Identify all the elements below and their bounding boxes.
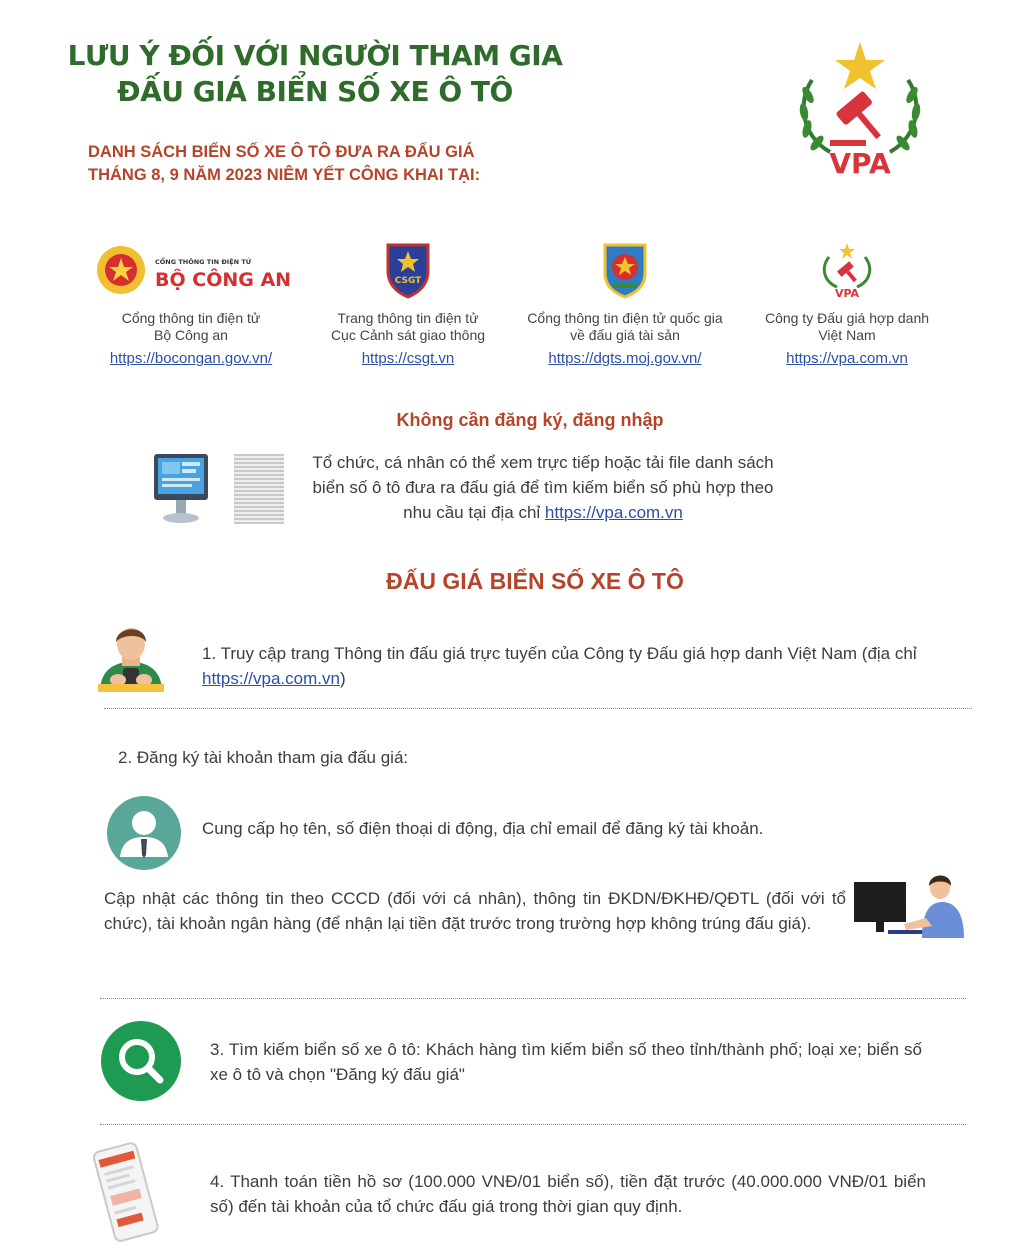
source-link-vpa[interactable]: https://vpa.com.vn — [786, 350, 908, 367]
source-caption: Bộ Công an — [154, 327, 228, 343]
source-caption: Công ty Đấu giá hợp danh — [764, 310, 930, 326]
person-computer-icon — [852, 872, 968, 947]
no-register-text — [298, 450, 788, 525]
source-link-bocongan[interactable]: https://bocongan.gov.vn/ — [109, 350, 273, 367]
person-phone-icon — [96, 620, 166, 697]
source-caption: Cổng thông tin điện tử — [121, 310, 261, 326]
section-title: ĐẤU GIÁ BIỂN SỐ XE Ô TÔ — [386, 568, 684, 594]
step-1-link[interactable]: https://vpa.com.vn — [202, 669, 340, 688]
title-line-1: LƯU Ý ĐỐI VỚI NGƯỜI THAM GIA — [67, 39, 563, 72]
step-1 — [202, 641, 942, 691]
bocongan-logo — [76, 240, 306, 300]
divider — [100, 1124, 966, 1125]
step-2-title: 2. Đăng ký tài khoản tham gia đấu giá: — [118, 748, 409, 767]
step-4: 4. Thanh toán tiền hồ sơ (100.000 VNĐ/01 biển số), tiền đặt trước (40.000.000 VNĐ/01 biển số) đến tài khoản của tổ chức đấu giá trong thời gian quy định. — [210, 1172, 926, 1216]
step-3: 3. Tìm kiếm biển số xe ô tô: Khách hàng tìm kiếm biển số theo tỉnh/thành phố; loại xe; biển số xe ô tô và chọn "Đăng ký đấu giá" — [210, 1040, 922, 1084]
source-link-csgt[interactable]: https://csgt.vn — [361, 350, 455, 367]
source-vpa — [732, 240, 962, 367]
step-2-provide: Cung cấp họ tên, số điện thoại di động, địa chỉ email để đăng ký tài khoản. — [202, 819, 764, 838]
document-list-icon — [234, 454, 284, 524]
step-1-close: ) — [339, 669, 346, 688]
dgts-logo — [510, 240, 740, 300]
vpa-small-logo — [732, 240, 962, 300]
title-line-2: ĐẤU GIÁ BIỂN SỐ XE Ô TÔ — [117, 75, 513, 108]
no-register-link[interactable]: https://vpa.com.vn — [544, 503, 683, 522]
divider — [104, 708, 972, 709]
source-caption: Trang thông tin điện tử — [337, 310, 479, 326]
subtitle — [88, 141, 608, 187]
computer-icon — [150, 452, 212, 531]
search-icon — [100, 1020, 182, 1107]
step-1-text: 1. Truy cập trang Thông tin đấu giá trực tuyến của Công ty Đấu giá hợp danh Việt Nam (địa chỉ — [202, 644, 917, 663]
bocongan-logo-small: CỔNG THÔNG TIN ĐIỆN TỬ — [155, 258, 252, 266]
source-dgts — [510, 240, 740, 367]
vpa-small-logo-text: VPA — [834, 287, 860, 299]
bocongan-logo-big: BỘ CÔNG AN — [155, 269, 291, 291]
no-register-body: Tổ chức, cá nhân có thể xem trực tiếp hoặc tải file danh sách biển số ô tô đưa ra đấu giá để tìm kiếm biển số phù hợp theo nhu cầu tại địa chỉ — [312, 453, 774, 522]
source-caption: Việt Nam — [818, 327, 876, 343]
subtitle-line-2: THÁNG 8, 9 NĂM 2023 NIÊM YẾT CÔNG KHAI TẠI: — [88, 166, 481, 184]
csgt-logo-text: CSGT — [394, 276, 422, 286]
source-caption: về đấu giá tài sản — [570, 327, 680, 343]
vpa-logo — [790, 40, 930, 180]
source-caption: Cục Cảnh sát giao thông — [330, 327, 486, 343]
source-bocongan — [76, 240, 306, 367]
vpa-logo-text: VPA — [829, 147, 891, 180]
no-register-title: Không cần đăng ký, đăng nhập — [396, 410, 664, 430]
step-2-update: Cập nhật các thông tin theo CCCD (đối với cá nhân), thông tin ĐKDN/ĐKHĐ/QĐTL (đối với tổ chức), tài khoản ngân hàng (để nhận lại tiền đặt trước trong trường hợp không trúng đấu giá). — [104, 889, 846, 933]
source-link-dgts[interactable]: https://dgts.moj.gov.vn/ — [548, 350, 702, 367]
source-caption: Cổng thông tin điện tử quốc gia — [527, 310, 723, 326]
divider — [100, 998, 966, 999]
csgt-logo — [293, 240, 523, 300]
user-avatar-icon — [106, 795, 182, 876]
page-title — [60, 38, 570, 110]
source-csgt — [293, 240, 523, 367]
phone-icon — [90, 1142, 162, 1249]
subtitle-line-1: DANH SÁCH BIỂN SỐ XE Ô TÔ ĐƯA RA ĐẤU GIÁ — [88, 143, 475, 161]
